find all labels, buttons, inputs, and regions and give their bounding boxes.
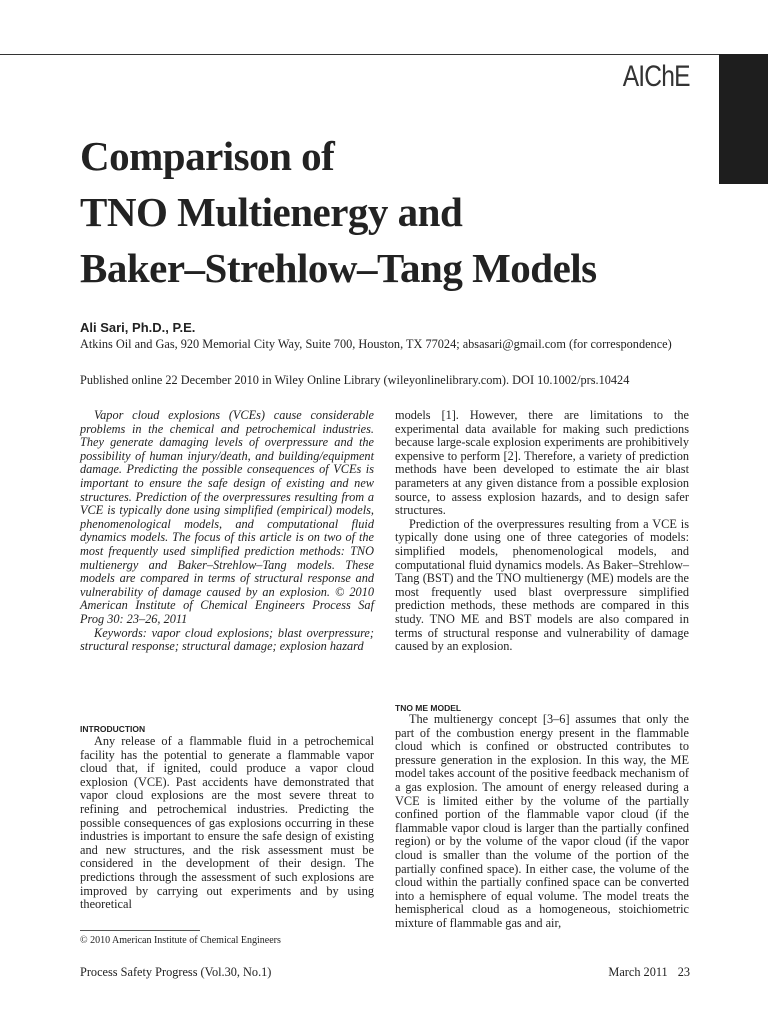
author-name: Ali Sari, Ph.D., P.E. <box>80 320 196 335</box>
section-tab <box>719 54 768 184</box>
page-info <box>608 965 690 980</box>
journal-brand: AIChE <box>622 60 690 93</box>
title-line: TNO Multienergy and <box>80 189 463 235</box>
introduction-text: Any release of a flammable fluid in a petrochemical facility has the potential to generate a flammable vapor cloud that, if ignited, could produce a vapor cloud explosion (VCE). Past accidents have demonstrated that vapor cloud explosions are the most severe threat to refining and petrochemical industries. Predicting the possible consequences of gas explosions occurring in these industries is important to ensure the safe design of existing and new structures, and the risk assessment must be considered in the development of their design. The predictions through the assessment of such explosions are improved by carrying out experiments and by using theoretical <box>80 734 374 912</box>
introduction-section <box>80 735 374 912</box>
tno-me-text: The multienergy concept [3–6] assumes that only the part of the combustion energy present in the flammable cloud which is confined or obstructed contributes to pressure generation in the explosion. In this way, the ME model takes account of the positive feedback mechanism of a gas explosion. The amount of energy released during a VCE is limited either by the volume of the partially confined portion of the flammable vapor cloud (if the flammable vapor cloud is larger than the partially confined region) or by the volume of the vapor cloud (if the vapor cloud is smaller than the volume of the portion of the partially confined space). In either case, the volume of the cloud within the partially confined space can be converted into a hemisphere of equal volume. The model treats the hemispherical cloud as a homogeneous, stoichiometric mixture of flammable gas and air, <box>395 712 689 930</box>
tno-me-heading: TNO ME MODEL <box>395 703 462 713</box>
keywords: Keywords: vapor cloud explosions; blast overpressure; structural response; structural damage; explosion hazard <box>80 625 374 654</box>
abstract-text: Vapor cloud explosions (VCEs) cause considerable problems in the chemical and petrochemical industries. They generate damaging levels of overpressure and the possibility of human injury/death, and building/equipment damage. Predicting the possible consequences of VCEs is important to ensure the safe design of existing and new structures. Prediction of the overpressures resulting from a VCE is typically done using simplified (empirical) models, phenomenological models, and computational fluid dynamics models. The focus of this article is on two of the most frequently used simplified prediction methods: TNO multienergy and Baker–Strehlow–Tang models. These models are compared in terms of structural response and vulnerability of damage caused by an explosion. © 2010 American Institute of Chemical Engineers Process Saf Prog 30: 23–26, 2011 <box>80 408 374 626</box>
abstract <box>80 409 374 654</box>
introduction-heading: INTRODUCTION <box>80 724 146 734</box>
header-rule <box>0 54 768 55</box>
footnote-rule <box>80 930 200 931</box>
author-affiliation: Atkins Oil and Gas, 920 Memorial City Way, Suite 700, Houston, TX 77024; absasari@gmail.com (for correspondence) <box>80 337 672 351</box>
page-number: 23 <box>677 965 690 979</box>
paragraph: models [1]. However, there are limitations to the experimental data available for making such predictions because large-scale explosion experiments are prohibitively expensive to perform [2]. Therefore, a variety of prediction methods have been developed to estimate the air blast parameters at any given distance from a possible explosion source, to assess explosion hazards, and to design safer structures. <box>395 408 689 518</box>
right-column-intro <box>395 409 689 654</box>
publication-info: Published online 22 December 2010 in Wiley Online Library (wileyonlinelibrary.com). DOI 10.1002/prs.10424 <box>80 373 630 387</box>
copyright-footnote: © 2010 American Institute of Chemical Engineers <box>80 935 281 946</box>
title-line: Baker–Strehlow–Tang Models <box>80 245 597 291</box>
article-title <box>80 128 597 296</box>
issue-date: March 2011 <box>608 965 668 979</box>
tno-me-section <box>395 713 689 931</box>
title-line: Comparison of <box>80 133 335 179</box>
journal-citation: Process Safety Progress (Vol.30, No.1) <box>80 965 272 979</box>
paragraph: Prediction of the overpressures resulting from a VCE is typically done using one of three categories of models: simplified models, phenomenological models, and computational fluid dynamics models. As Baker–Strehlow–Tang (BST) and the TNO multienergy (ME) models are the most frequently used blast overpressure simplified prediction methods, these methods are compared in this study. TNO ME and BST models are also compared in terms of structural response and vulnerability of damage caused by an explosion. <box>395 516 689 654</box>
